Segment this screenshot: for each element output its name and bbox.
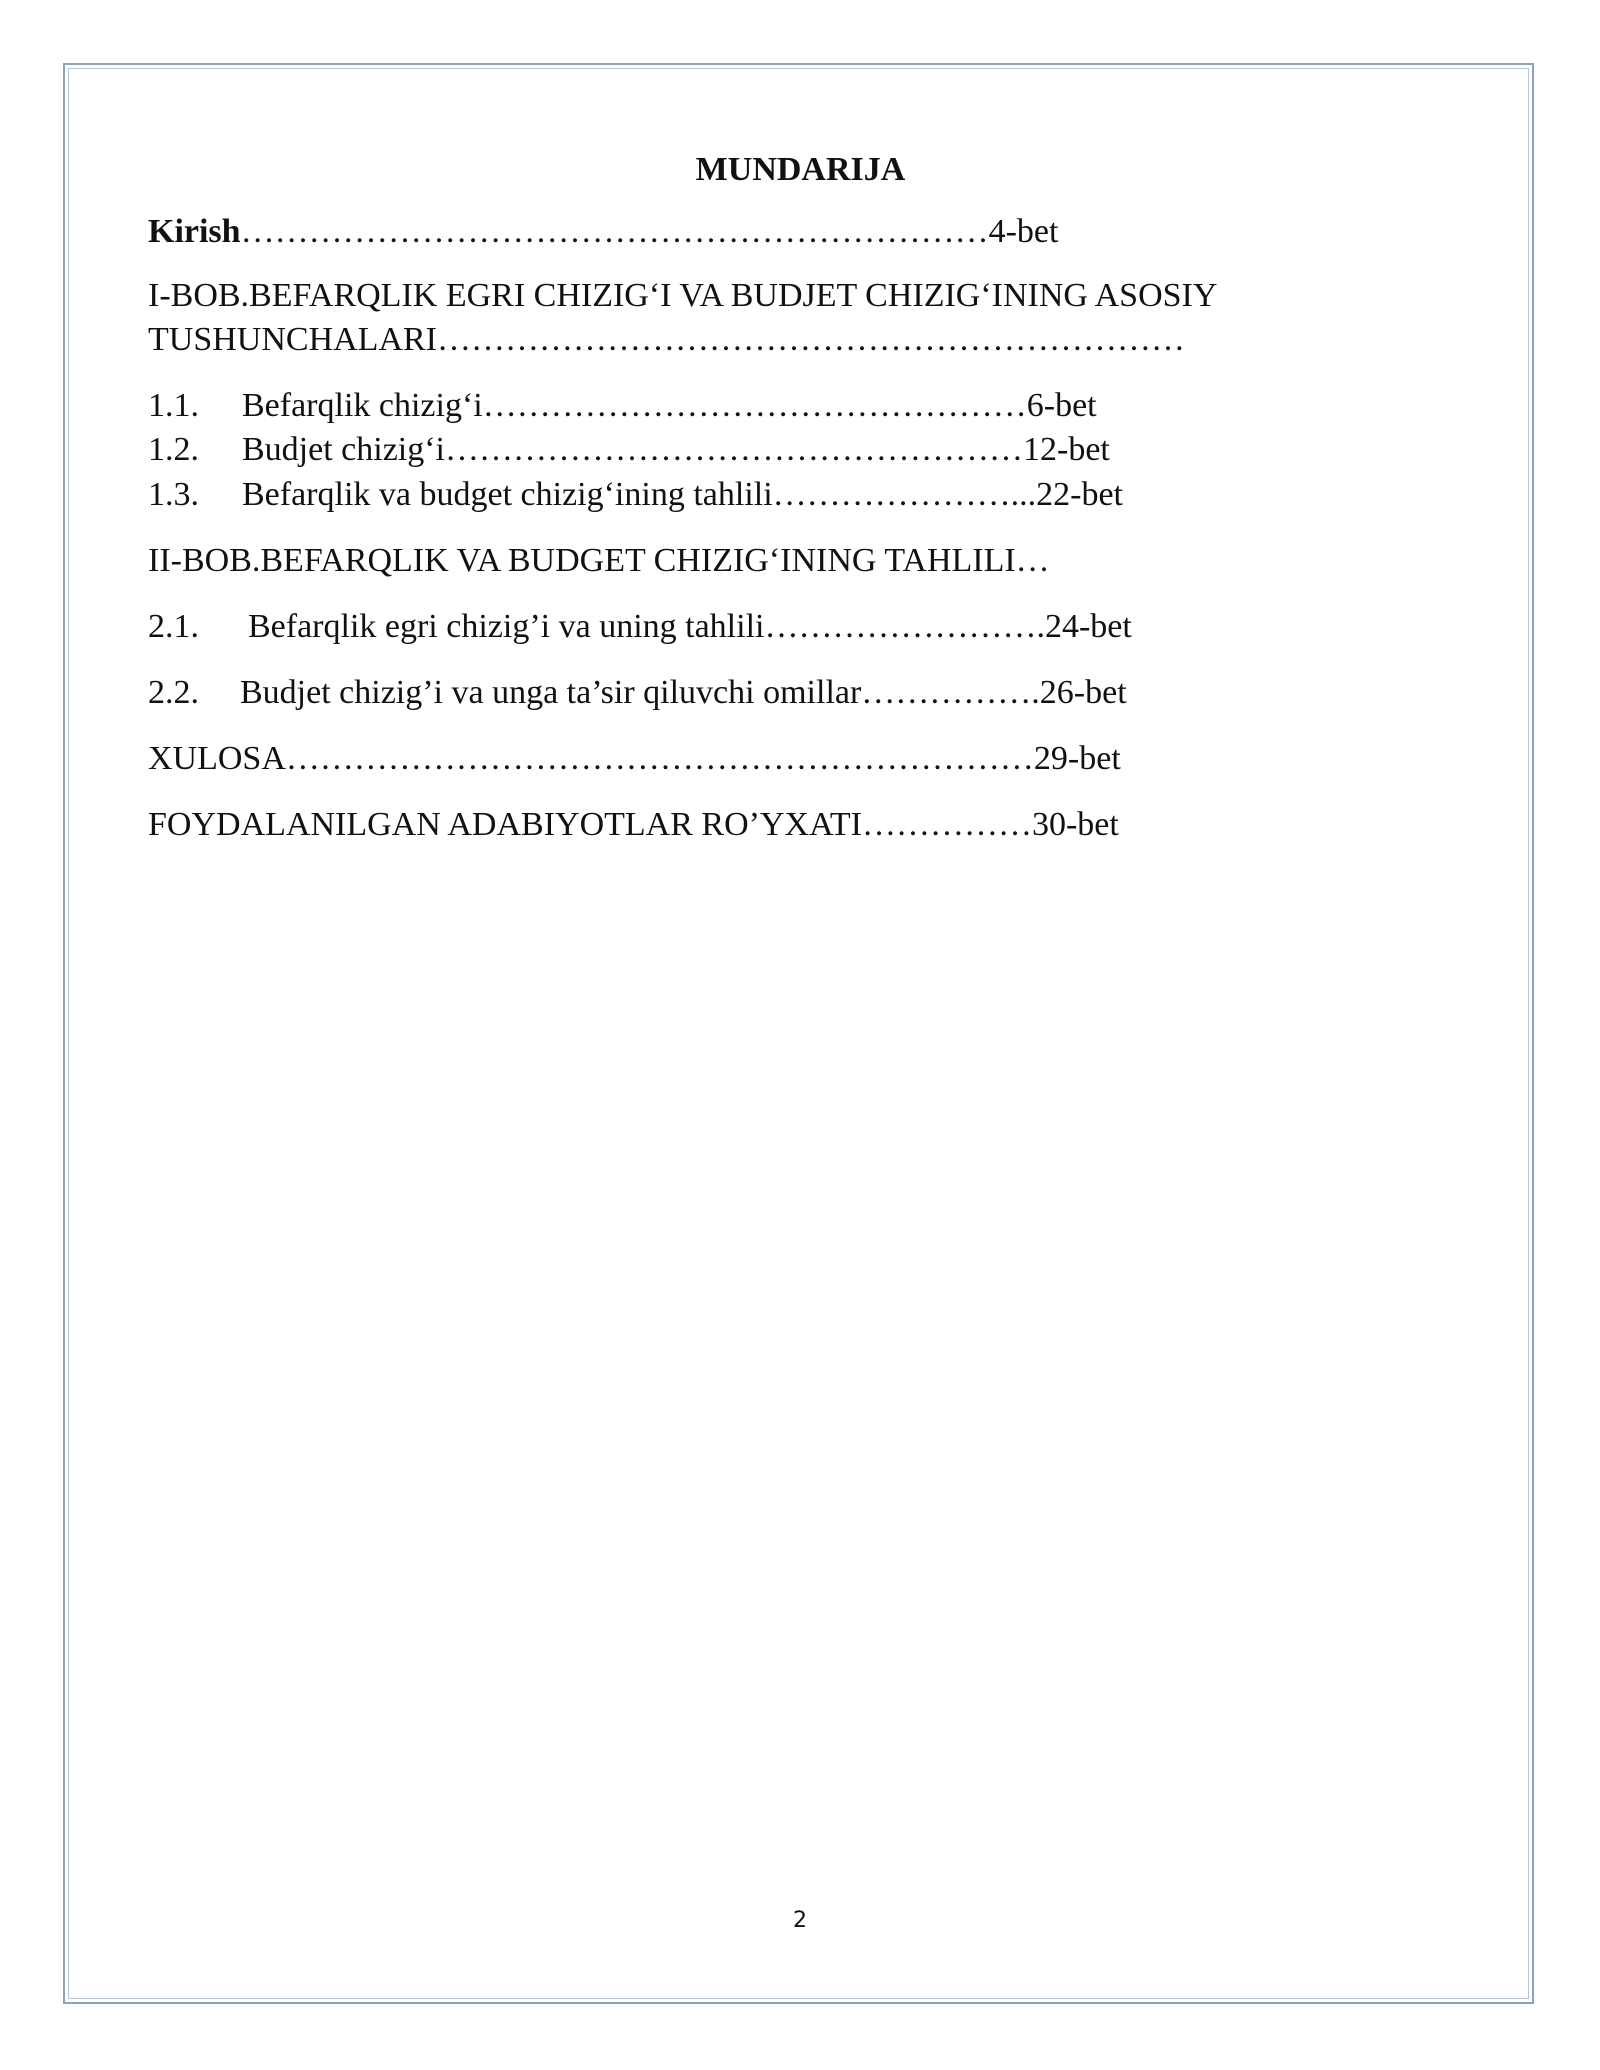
entry-label: II-BOB.BEFARQLIK VA BUDGET CHIZIG‘INING TAHLILI… (148, 542, 1050, 579)
entry-dots: ………………………………………………………… (437, 321, 1185, 358)
entry-page: 26-bet (1039, 674, 1127, 711)
entry-label: XULOSA (148, 740, 286, 777)
entry-number: 1.1. (148, 387, 199, 424)
entry-number: 1.3. (148, 476, 199, 513)
entry-label: Budjet chizig’i va unga ta’sir qiluvchi omillar (240, 674, 862, 711)
toc-entry-chapter-1-line1 (148, 276, 1217, 316)
toc-entry-references (148, 805, 1119, 845)
entry-page: 30-bet (1031, 806, 1119, 843)
entry-label: FOYDALANILGAN ADABIYOTLAR RO’YXATI (148, 806, 862, 843)
entry-label: Kirish (148, 213, 241, 250)
entry-number: 2.2. (148, 674, 199, 711)
entry-page: 4-bet (988, 213, 1059, 250)
toc-entry-1-2 (148, 430, 1110, 470)
entry-dots: ……………. (861, 674, 1040, 711)
entry-label: I-BOB.BEFARQLIK EGRI CHIZIG‘I VA BUDJET CHIZIG‘INING ASOSIY (148, 277, 1218, 314)
entry-dots: ………………………………………… (482, 387, 1027, 424)
entry-label: Budjet chizig‘i (242, 431, 446, 468)
entry-page: 22-bet (1036, 476, 1123, 513)
entry-dots: …………… (861, 806, 1032, 843)
entry-number: 1.2. (148, 431, 199, 468)
page-number: 2 (793, 1908, 807, 1933)
toc-entry-1-3 (148, 475, 1123, 515)
entry-page: 6-bet (1026, 387, 1097, 424)
toc-entry-xulosa (148, 739, 1121, 779)
entry-dots: ………………………………………………………… (285, 740, 1034, 777)
entry-page: 29-bet (1033, 740, 1121, 777)
entry-page: 12-bet (1023, 431, 1110, 468)
toc-entry-2-2 (148, 673, 1127, 713)
entry-dots: ………………………………………………………… (240, 213, 989, 250)
toc-entry-chapter-2 (148, 541, 1050, 581)
toc-entry-kirish (148, 212, 1058, 252)
entry-dots: …………………... (772, 476, 1037, 513)
entry-dots: …………………………………………… (445, 431, 1024, 468)
toc-title: MUNDARIJA (695, 151, 906, 188)
entry-page: 24-bet (1044, 608, 1132, 645)
entry-dots: ……………………. (764, 608, 1045, 645)
entry-label-continued: TUSHUNCHALARI (148, 321, 437, 358)
entry-label: Befarqlik egri chizig’i va uning tahlili (248, 608, 765, 645)
toc-entry-1-1 (148, 386, 1097, 426)
toc-entry-2-1 (148, 607, 1132, 647)
entry-number: 2.1. (148, 608, 199, 645)
entry-label: Befarqlik chizig‘i (242, 387, 483, 424)
entry-label: Befarqlik va budget chizig‘ining tahlili (242, 476, 773, 513)
toc-entry-chapter-1-line2 (148, 320, 1185, 360)
